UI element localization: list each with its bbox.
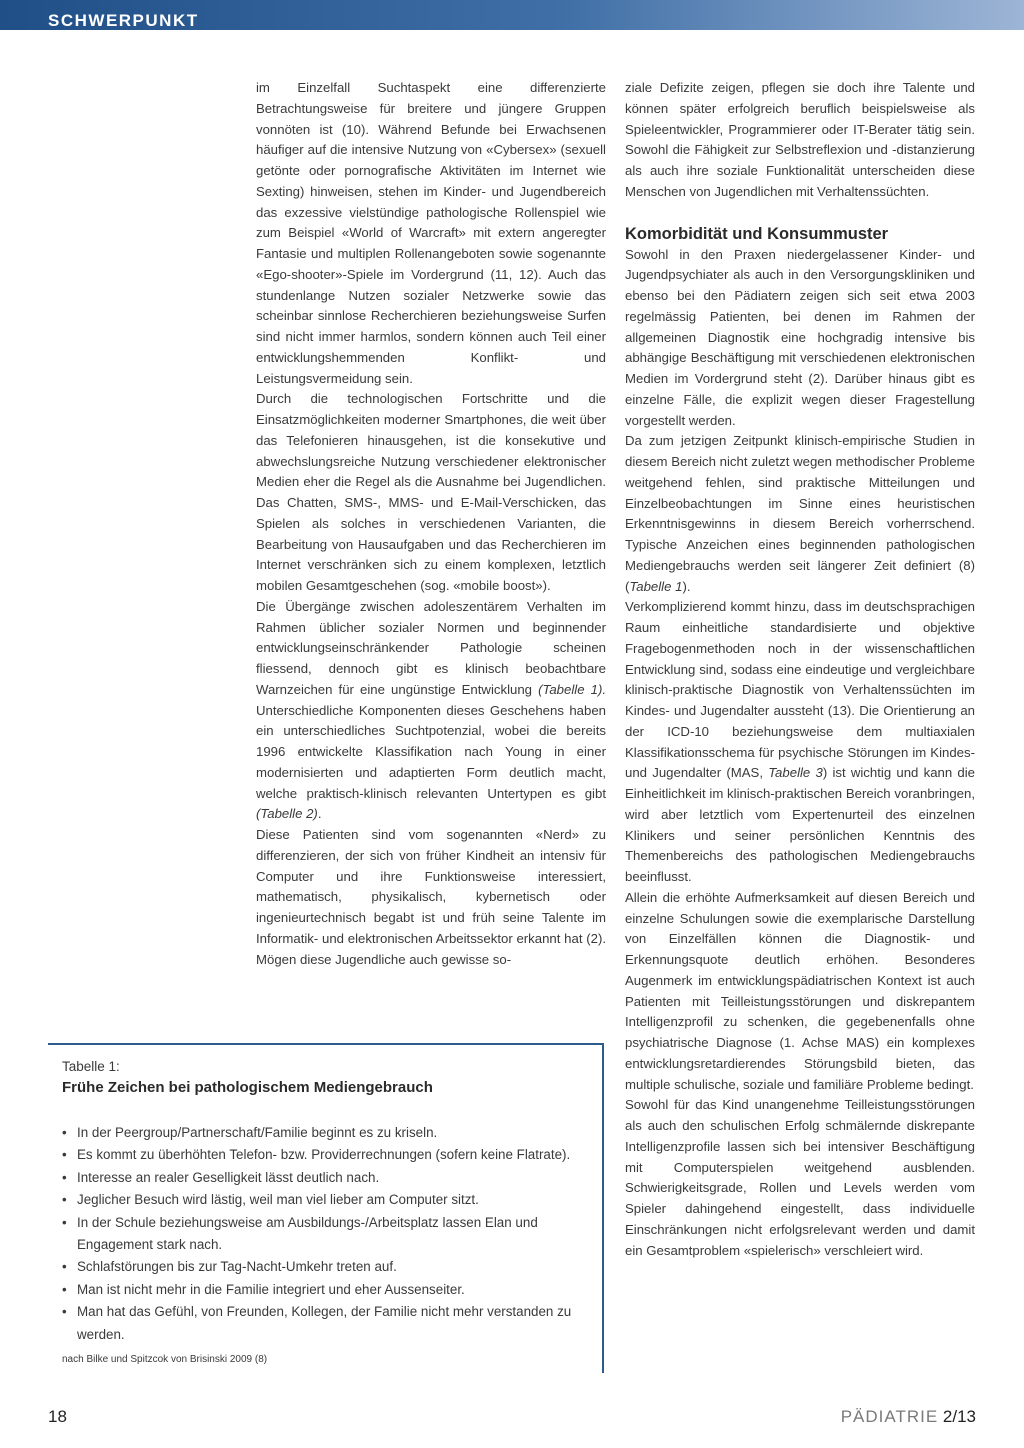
bullet-icon: • (62, 1259, 67, 1275)
text-column-left (256, 78, 606, 970)
list-item-text: Schlafstörungen bis zur Tag-Nacht-Umkehr treten auf. (77, 1259, 397, 1275)
paragraph: ziale Defizite zeigen, pflegen sie doch ihre Talente und können später erfolgreich beruflich beispielsweise als Spieleentwickler, Programmierer oder IT-Berater tätig sein. Sowohl die Fähigkeit zur Selbstreflexion und -distanzierung als auch ihre soziale Funktionalität unterscheiden diese Menschen von Jugendlichen mit Verhaltenssüchten. (625, 80, 975, 199)
list-item-text: Man hat das Gefühl, von Freunden, Kollegen, der Familie nicht mehr verstanden zu werden. (77, 1304, 572, 1342)
paragraph: im Einzelfall Suchtaspekt eine differenzierte Betrachtungsweise für breitere und jüngere Gruppen vonnöten ist (10). Während Befunde bei Erwachsenen häufiger auf die intensive Nutzung von «Cybersex» (sexuell getönte oder pornografische Aktivitäten im Internet wie Sexting) hinweisen, stehen im Kinder- und Jugendbereich das exzessive vielstündige pathologische Rollenspiel wie zum Beispiel «World of Warcraft» mit extern angeregter Fantasie und multiplen Rollenangeboten sowie sogenannte «Ego-shooter»-Spiele im Vordergrund (11, 12). Auch das stundenlange Nutzen sozialer Netzwerke sowie das scheinbar sinnlose Recherchieren beziehungsweise Surfen sind nicht immer harmlos, sondern können auch Teil einer entwicklungshemmenden Konflikt- und Leistungsvermeidung sein. (256, 80, 606, 386)
paragraph-text: Die Übergänge zwischen adoleszentärem Verhalten im Rahmen üblicher sozialer Normen und beginnender entwicklungseinschränkender Pathologie scheinen fliessend, dennoch gibt es klinisch beobachtbare Warnzeichen für eine ungünstige Entwicklung (256, 598, 606, 697)
bullet-icon: • (62, 1281, 67, 1297)
list-item (62, 1144, 592, 1166)
list-item-text: Interesse an realer Geselligkeit lässt deutlich nach. (77, 1169, 380, 1185)
table-reference: (Tabelle 1). (538, 681, 606, 697)
section-heading: Komorbidität und Konsummuster (625, 224, 889, 243)
list-item (62, 1301, 592, 1346)
list-item (62, 1167, 592, 1189)
page-number: 18 (48, 1407, 67, 1426)
list-item (62, 1256, 592, 1278)
bullet-icon: • (62, 1125, 67, 1140)
paragraph-text: Unterschiedliche Komponenten dieses Geschehens haben ein unterschiedliches Suchtpotenzial, wobei die bereits 1996 entwickelte Klassifikation nach Young in einer modernisierten und adaptierten Form deutlich macht, welche praktisch-klinisch relevanten Untertypen es gibt (256, 702, 606, 801)
table-reference: Tabelle 3 (768, 765, 823, 781)
list-item (62, 1279, 592, 1301)
bullet-icon: • (62, 1192, 67, 1208)
table-source-note: nach Bilke und Spitzcok von Brisinski 2009 (8) (62, 1354, 268, 1365)
list-item-text: In der Peergroup/Partnerschaft/Familie beginnt es zu kriseln. (77, 1125, 438, 1140)
bullet-icon: • (62, 1304, 67, 1320)
list-item-text: In der Schule beziehungsweise am Ausbildungs-/Arbeitsplatz lassen Elan und Engagement stark nach. (77, 1214, 538, 1253)
bullet-icon: • (62, 1169, 67, 1185)
paragraph-text: Da zum jetzigen Zeitpunkt klinisch-empirische Studien in diesem Bereich nicht zuletzt wegen methodischer Probleme weitgehend fehlen, sind praktische Mitteilungen und Einzelbeobachtungen im Sinne eines heuristischen Erkenntnisgewinns in diesem Bereich vorherrschend. Typische Anzeichen eines beginnenden pathologischen Mediengebrauchs werden seit längerer Zeit definiert (8) ( (625, 433, 975, 594)
paragraph-text: Verkomplizierend kommt hinzu, dass im deutschsprachigen Raum einheitliche standardisierte und objektive Fragebogenmethoden noch in der wissenschaftlichen Entwicklung sind, sodass eine eindeutige und vergleichbare klinisch-praktische Diagnostik von Verhaltenssüchten im Kindes- und Jugendalter aussteht (13). Die Orientierung an der ICD-10 beziehungsweise dem multiaxialen Klassifikationsschema für psychische Störungen im Kindes- und Jugendalter (MAS, (625, 599, 975, 781)
section-header-bar (0, 0, 1024, 30)
list-item (62, 1122, 592, 1144)
table-1-box (48, 1043, 604, 1373)
table-reference: (Tabelle 2) (256, 806, 318, 822)
text-column-right (625, 78, 975, 1261)
list-item-text: Man ist nicht mehr in die Familie integriert und eher Aussenseiter. (77, 1281, 465, 1297)
table-bullet-list (62, 1122, 592, 1346)
list-item-text: Es kommt zu überhöhten Telefon- bzw. Providerrechnungen (sofern keine Flatrate). (77, 1147, 571, 1163)
paragraph-text: ) ist wichtig und kann die Einheitlichkeit im klinisch-praktischen Bereich voranbringen, wird aber letztlich vom Expertenurteil des einzelnen Klinikers und seiner persönlichen Kenntnis des Themenbereichs des pathologischen Mediengebrauchs beeinflusst. (625, 765, 976, 884)
bullet-icon: • (62, 1147, 67, 1163)
paragraph: Sowohl für das Kind unangenehme Teilleistungsstörungen als auch den schulischen Erfolg schmälernde diskrepante Intelligenzprofile lassen sich bei intensiver Beschäftigung mit Computerspielen weitgehend ausblenden. Schwierigkeitsgrade, Rollen und Levels werden vom Spieler dahingehend eingestellt, dass individuelle Einschränkungen nicht erfolgsrelevant werden und damit ein Gesamtproblem «spielerisch» verschleiert wird. (625, 1097, 975, 1258)
bullet-icon: • (62, 1214, 67, 1230)
paragraph: Allein die erhöhte Aufmerksamkeit auf diesen Bereich und einzelne Schulungen sowie die exemplarische Darstellung von Einzelfällen können die Diagnostik- und Erkennungsquote deutlich erhöhen. Besonderes Augenmerk im entwicklungspädiatrischen Kontext ist auch Patienten mit Teilleistungsstörungen und diskrepantem Intelligenzprofil zu schenken, die gegebenenfalls ohne psychiatrische Diagnose (1. Achse MAS) ein komplexes entwicklungsretardierendes Störungsbild bieten, das multiple schulische, soziale und familiäre Probleme bedingt. (625, 889, 975, 1092)
paragraph-text: ). (682, 578, 691, 594)
journal-issue: 2/13 (938, 1407, 976, 1426)
section-title: SCHWERPUNKT (48, 11, 199, 30)
table-reference: Tabelle 1 (629, 578, 683, 594)
paragraph: Sowohl in den Praxen niedergelassener Kinder- und Jugendpsychiater als auch in den Versorgungskliniken und ebenso bei den Pädiatern zeigen sich seit etwa 2003 regelmässig Patienten, bei denen im Rahmen der allgemeinen Diagnostik eine hochgradig intensive bis abhängige Beschäftigung mit verschiedenen elektronischen Medien im Vordergrund steht (2). Darüber hinaus gibt es einzelne Fälle, die explizit wegen dieser Fragestellung vorgestellt werden. (625, 246, 975, 428)
paragraph: Diese Patienten sind vom sogenannten «Nerd» zu differenzieren, der sich von früher Kindheit an intensiv für Computer und ihre Funktionsweise interessiert, mathematisch, physikalisch, kybernetisch oder ingenieurtechnisch begabt ist und früh seine Talente im Informatik- und elektronischen Arbeitssektor erkannt hat (2). Mögen diese Jugendliche auch gewisse so- (256, 827, 606, 967)
list-item (62, 1189, 592, 1211)
paragraph (256, 597, 606, 825)
list-item (62, 1212, 592, 1257)
table-title: Frühe Zeichen bei pathologischem Mediengebrauch (62, 1079, 433, 1096)
table-label: Tabelle 1: (62, 1059, 120, 1074)
paragraph (625, 597, 975, 888)
paragraph: Durch die technologischen Fortschritte und die Einsatzmöglichkeiten moderner Smartphones, die weit über das Telefonieren hinausgehen, ist die konsekutive und abwechslungsreiche Nutzung verschiedener elektronischer Medien eher die Regel als die Ausnahme bei Jugendlichen. Das Chatten, SMS-, MMS- und E-Mail-Verschicken, das Spielen als solches in verschiedenen Varianten, die Bearbeitung von Hausaufgaben und das Recherchieren im Internet verschränken sich zu einem komplexen, letztlich mobilen Gesamtgeschehen (sog. «mobile boost»). (256, 391, 606, 593)
paragraph (625, 431, 975, 597)
journal-footer (841, 1406, 976, 1428)
paragraph-text: . (317, 806, 322, 822)
journal-name: PÄDIATRIE (840, 1407, 939, 1426)
list-item-text: Jeglicher Besuch wird lästig, weil man viel lieber am Computer sitzt. (77, 1192, 479, 1208)
